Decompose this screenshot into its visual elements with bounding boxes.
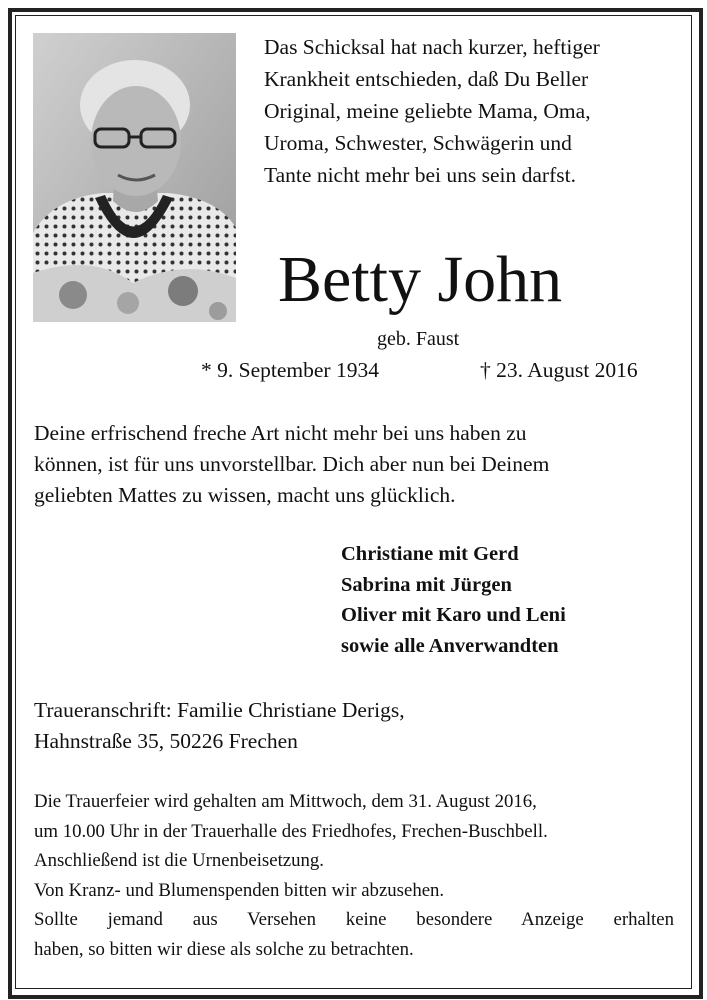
mourner-line: Sabrina mit Jürgen (341, 573, 512, 596)
ceremony-info (34, 787, 674, 964)
mourner-line: Oliver mit Karo und Leni (341, 604, 566, 626)
address-line: Traueranschrift: Familie Christiane Derigs, (34, 698, 405, 722)
ceremony-line: um 10.00 Uhr in der Trauerhalle des Friedhofes, Frechen-Buschbell. (34, 820, 548, 842)
address-line: Hahnstraße 35, 50226 Frechen (34, 728, 298, 753)
ceremony-line: haben, so bitten wir diese als solche zu betrachten. (34, 938, 414, 960)
poem-text (264, 31, 684, 191)
poem-line: Uroma, Schwester, Schwägerin und (264, 131, 572, 155)
birth-date: * 9. September 1934 (201, 358, 379, 382)
mourning-address (34, 695, 405, 756)
ceremony-line: Die Trauerfeier wird gehalten am Mittwoch, dem 31. August 2016, (34, 791, 537, 812)
mourners-list (341, 539, 566, 661)
deceased-name: Betty John (278, 243, 563, 316)
ceremony-line: Anschließend ist die Urnenbeisetzung. (34, 850, 324, 871)
portrait-photo (33, 33, 236, 322)
poem-line: Tante nicht mehr bei uns sein darfst. (264, 163, 576, 187)
message-line: können, ist für uns unvorstellbar. Dich aber nun bei Deinem (34, 452, 550, 476)
message-line: Deine erfrischend freche Art nicht mehr bei uns haben zu (34, 421, 527, 445)
maiden-name: geb. Faust (377, 328, 460, 350)
portrait-illustration (33, 33, 236, 322)
mourner-line: sowie alle Anverwandten (341, 634, 559, 657)
ceremony-line: Sollte jemand aus Versehen keine besondere Anzeige erhalten (34, 909, 674, 930)
poem-line: Krankheit entschieden, daß Du Beller (264, 67, 589, 91)
farewell-message (34, 418, 684, 511)
ceremony-line: Von Kranz- und Blumenspenden bitten wir abzusehen. (34, 879, 445, 901)
poem-line: Original, meine geliebte Mama, Oma, (264, 99, 591, 123)
poem-line: Das Schicksal hat nach kurzer, heftiger (264, 35, 600, 59)
message-line: geliebten Mattes zu wissen, macht uns glücklich. (34, 483, 456, 507)
mourner-line: Christiane mit Gerd (341, 543, 519, 565)
death-date: † 23. August 2016 (480, 358, 638, 382)
